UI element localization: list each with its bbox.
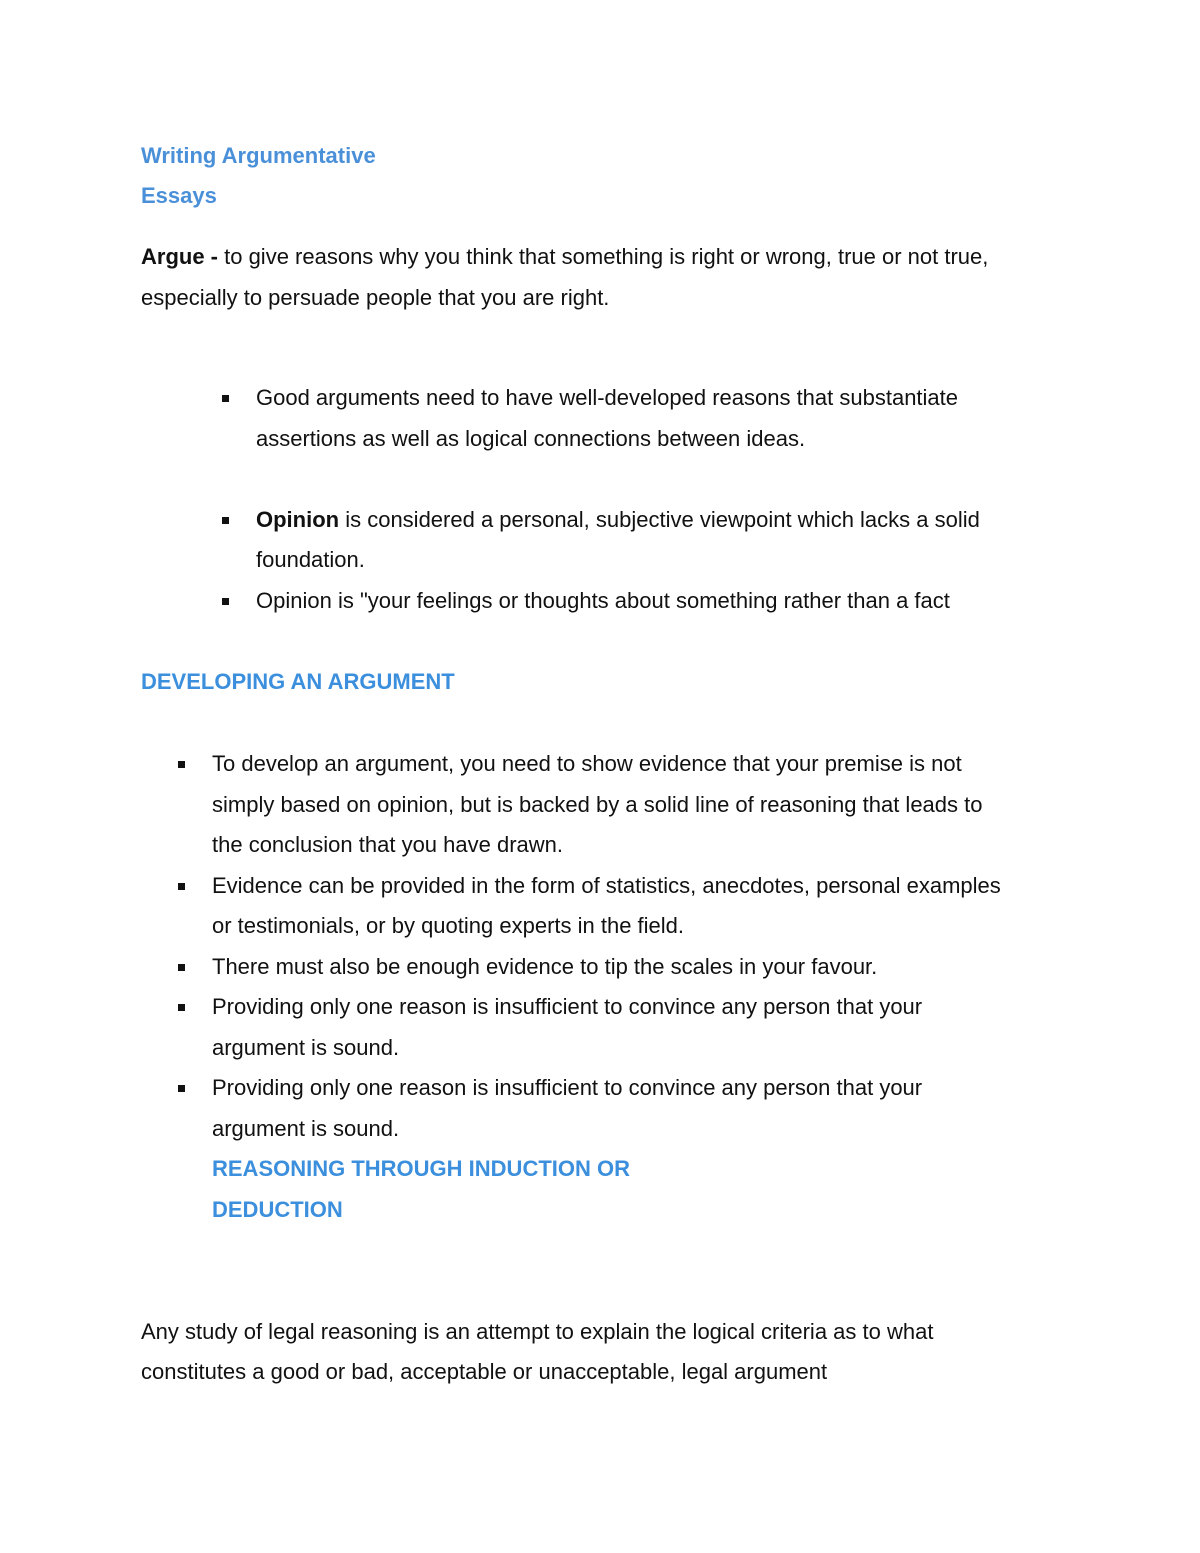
- group1-item2-line2: foundation.: [256, 547, 365, 572]
- definition-text-line1: to give reasons why you think that something is right or wrong, true or not true,: [218, 244, 989, 269]
- bullet-square-icon: [178, 953, 185, 981]
- group2-item4-line2: argument is sound.: [212, 1035, 400, 1060]
- section-heading: DEVELOPING AN ARGUMENT: [141, 669, 455, 694]
- bullet-square-icon: [178, 1074, 185, 1102]
- group1-item3-line1: Opinion is "your feelings or thoughts about something rather than a fact: [256, 588, 950, 613]
- bullet-square-icon: [222, 384, 229, 412]
- group2-item1-line2: simply based on opinion, but is backed by a solid line of reasoning that leads to: [212, 792, 983, 817]
- closing-line1: Any study of legal reasoning is an attempt to explain the logical criteria as to what: [141, 1319, 934, 1344]
- definition-line2: especially to persuade people that you are right.: [141, 285, 610, 310]
- group2-item2-line1: Evidence can be provided in the form of statistics, anecdotes, personal examples: [212, 873, 1001, 898]
- document-title-line2: Essays: [141, 183, 217, 208]
- bullet-square-icon: [222, 587, 229, 615]
- opinion-term: Opinion: [256, 507, 340, 532]
- document-title-line1: Writing Argumentative: [141, 143, 376, 168]
- definition-term: Argue -: [141, 244, 218, 269]
- definition-line1: [141, 243, 988, 271]
- closing-line2: constitutes a good or bad, acceptable or unacceptable, legal argument: [141, 1359, 828, 1384]
- group1-item2-text: is considered a personal, subjective viewpoint which lacks a solid: [339, 507, 980, 532]
- group1-item2-line1: [256, 506, 980, 534]
- group2-item5-line1: Providing only one reason is insufficient to convince any person that your: [212, 1075, 923, 1100]
- bullet-square-icon: [222, 506, 229, 534]
- group2-item5-line2: argument is sound.: [212, 1116, 400, 1141]
- group2-item2-line2: or testimonials, or by quoting experts in the field.: [212, 913, 685, 938]
- bullet-square-icon: [178, 993, 185, 1021]
- group1-item1-line2: assertions as well as logical connections between ideas.: [256, 426, 806, 451]
- subheading-line1: REASONING THROUGH INDUCTION OR: [212, 1156, 630, 1181]
- group2-item3-line1: There must also be enough evidence to tip the scales in your favour.: [212, 954, 878, 979]
- bullet-square-icon: [178, 872, 185, 900]
- group2-item1-line1: To develop an argument, you need to show evidence that your premise is not: [212, 751, 962, 776]
- group1-item1-line1: Good arguments need to have well-developed reasons that substantiate: [256, 385, 959, 410]
- group2-item4-line1: Providing only one reason is insufficient to convince any person that your: [212, 994, 923, 1019]
- subheading-line2: DEDUCTION: [212, 1197, 343, 1222]
- bullet-square-icon: [178, 750, 185, 778]
- group2-item1-line3: the conclusion that you have drawn.: [212, 832, 564, 857]
